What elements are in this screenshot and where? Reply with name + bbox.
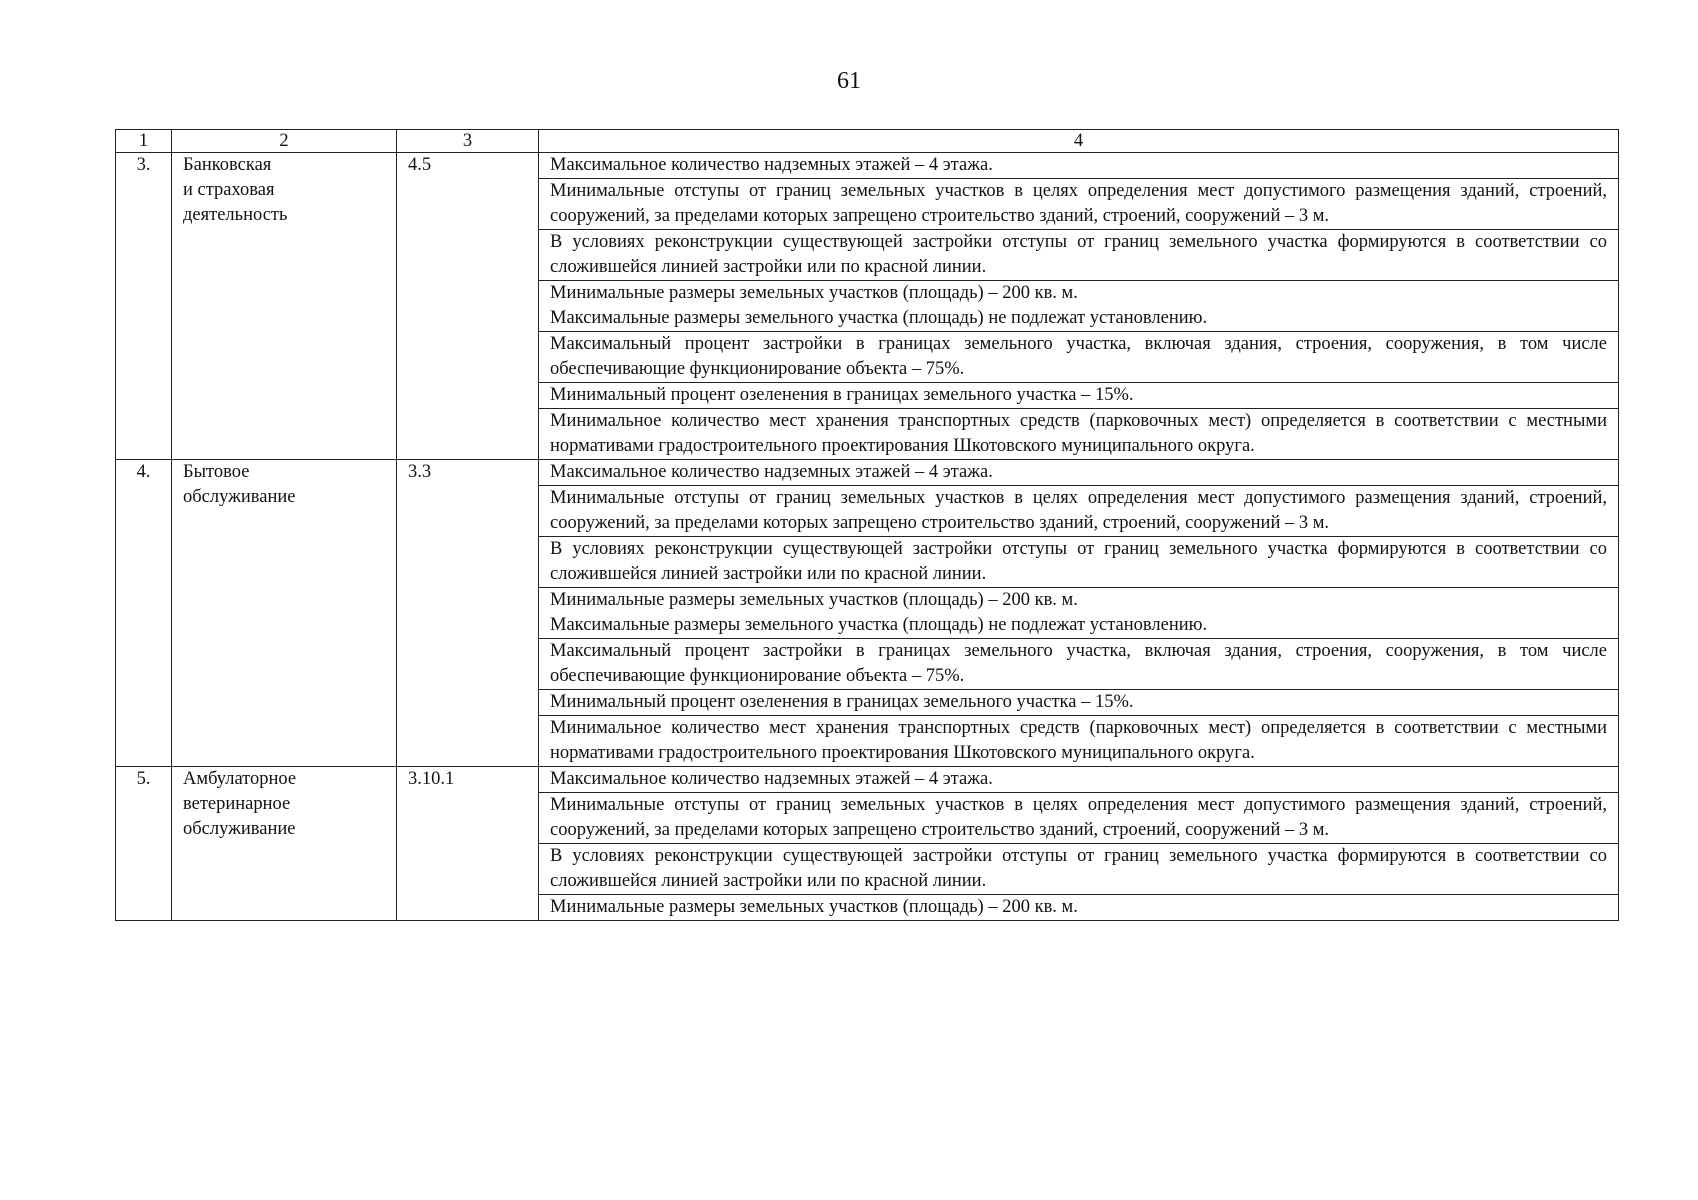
row-number-cell: 5. xyxy=(116,767,172,921)
land-use-name-line: и страховая xyxy=(183,180,275,200)
parameter-cell xyxy=(539,588,1619,639)
page-number: 61 xyxy=(837,68,861,94)
table-header-row xyxy=(116,130,1619,153)
parameter-text: Минимальные размеры земельных участков (площадь) – 200 кв. м. xyxy=(550,590,1078,610)
land-use-name-cell xyxy=(172,767,397,921)
land-use-name-cell xyxy=(172,460,397,767)
parameter-text: Максимальное количество надземных этажей – 4 этажа. xyxy=(550,462,993,482)
column-header-2: 2 xyxy=(172,130,397,153)
table-row xyxy=(116,460,1619,486)
row-number-cell: 4. xyxy=(116,460,172,767)
parameter-text: Минимальный процент озеленения в границах земельного участка – 15%. xyxy=(550,385,1134,405)
parameter-cell xyxy=(539,153,1619,179)
table-row xyxy=(116,153,1619,179)
regulations-table xyxy=(115,129,1619,921)
land-use-name-line: ветеринарное xyxy=(183,794,291,814)
parameter-text: Максимальные размеры земельного участка (площадь) не подлежат установлению. xyxy=(550,308,1208,328)
regulations-table-body xyxy=(116,130,1619,921)
parameter-cell xyxy=(539,281,1619,332)
parameter-text: Максимальный процент застройки в границах земельного участка, включая здания, строения, сооружения, в том числе обеспечивающие функционирование объекта – 75%. xyxy=(550,641,1607,686)
parameter-text: Минимальные отступы от границ земельных участков в целях определения мест допустимого размещения зданий, строений, сооружений, за пределами которых запрещено строительство зданий, строений, сооружений – 3 м. xyxy=(550,795,1607,840)
parameter-text: Минимальное количество мест хранения транспортных средств (парковочных мест) определяется в соответствии с местными нормативами градостроительного проектирования Шкотовского муниципального округа. xyxy=(550,718,1607,763)
land-use-code-cell: 4.5 xyxy=(397,153,539,460)
parameter-cell xyxy=(539,230,1619,281)
column-header-1: 1 xyxy=(116,130,172,153)
parameter-cell xyxy=(539,460,1619,486)
parameter-cell xyxy=(539,895,1619,921)
parameter-cell xyxy=(539,179,1619,230)
column-header-3: 3 xyxy=(397,130,539,153)
parameter-text: В условиях реконструкции существующей застройки отступы от границ земельного участка формируются в соответствии со сложившейся линией застройки или по красной линии. xyxy=(550,539,1607,584)
parameter-text: В условиях реконструкции существующей застройки отступы от границ земельного участка формируются в соответствии со сложившейся линией застройки или по красной линии. xyxy=(550,846,1607,891)
land-use-name-line: Амбулаторное xyxy=(183,769,297,789)
parameter-cell xyxy=(539,486,1619,537)
parameter-cell xyxy=(539,537,1619,588)
parameter-cell xyxy=(539,767,1619,793)
land-use-name-line: обслуживание xyxy=(183,487,296,507)
land-use-name-line: обслуживание xyxy=(183,819,296,839)
parameter-cell xyxy=(539,409,1619,460)
land-use-name-cell xyxy=(172,153,397,460)
land-use-name-line: Банковская xyxy=(183,155,272,175)
land-use-name-line: Бытовое xyxy=(183,462,250,482)
parameter-text: Минимальные размеры земельных участков (площадь) – 200 кв. м. xyxy=(550,283,1078,303)
parameter-cell xyxy=(539,716,1619,767)
parameter-cell xyxy=(539,793,1619,844)
parameter-cell xyxy=(539,639,1619,690)
table-row xyxy=(116,767,1619,793)
land-use-code-cell: 3.3 xyxy=(397,460,539,767)
parameter-text: В условиях реконструкции существующей застройки отступы от границ земельного участка формируются в соответствии со сложившейся линией застройки или по красной линии. xyxy=(550,232,1607,277)
parameter-text: Минимальные отступы от границ земельных участков в целях определения мест допустимого размещения зданий, строений, сооружений, за пределами которых запрещено строительство зданий, строений, сооружений – 3 м. xyxy=(550,181,1607,226)
parameter-text: Минимальный процент озеленения в границах земельного участка – 15%. xyxy=(550,692,1134,712)
parameter-text: Максимальное количество надземных этажей – 4 этажа. xyxy=(550,155,993,175)
column-header-4: 4 xyxy=(539,130,1619,153)
parameter-cell xyxy=(539,332,1619,383)
parameter-text: Максимальные размеры земельного участка (площадь) не подлежат установлению. xyxy=(550,615,1208,635)
parameter-cell xyxy=(539,383,1619,409)
land-use-name-line: деятельность xyxy=(183,205,288,225)
parameter-text: Минимальные размеры земельных участков (площадь) – 200 кв. м. xyxy=(550,897,1078,917)
land-use-code-cell: 3.10.1 xyxy=(397,767,539,921)
parameter-text: Максимальное количество надземных этажей – 4 этажа. xyxy=(550,769,993,789)
parameter-cell xyxy=(539,690,1619,716)
row-number-cell: 3. xyxy=(116,153,172,460)
parameter-text: Минимальное количество мест хранения транспортных средств (парковочных мест) определяется в соответствии с местными нормативами градостроительного проектирования Шкотовского муниципального округа. xyxy=(550,411,1607,456)
parameter-text: Максимальный процент застройки в границах земельного участка, включая здания, строения, сооружения, в том числе обеспечивающие функционирование объекта – 75%. xyxy=(550,334,1607,379)
parameter-cell xyxy=(539,844,1619,895)
parameter-text: Минимальные отступы от границ земельных участков в целях определения мест допустимого размещения зданий, строений, сооружений, за пределами которых запрещено строительство зданий, строений, сооружений – 3 м. xyxy=(550,488,1607,533)
